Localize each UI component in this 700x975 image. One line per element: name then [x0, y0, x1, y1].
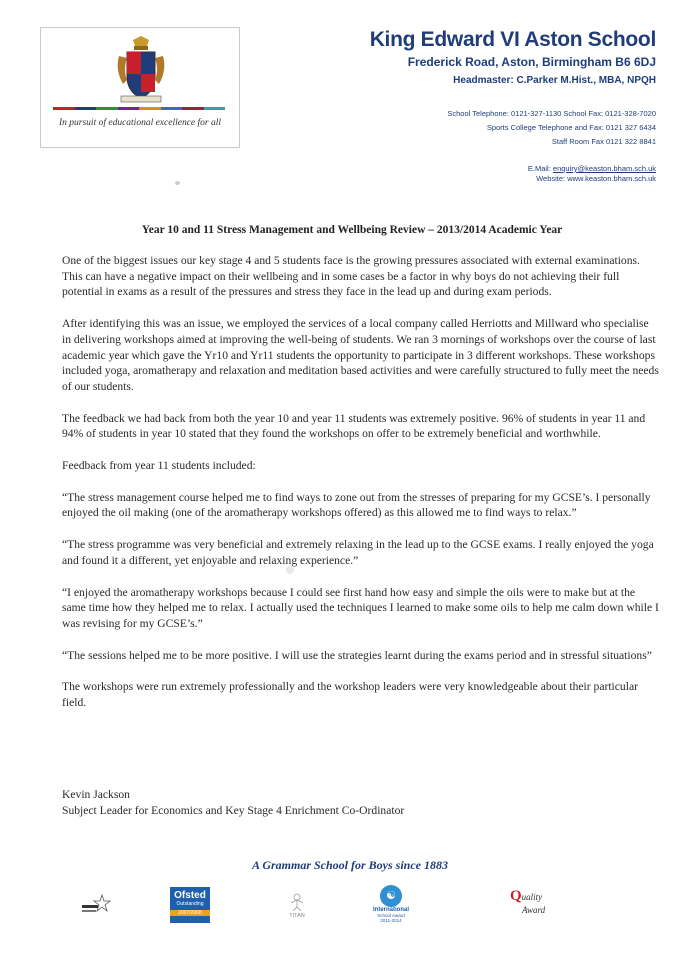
international-school-award-logo	[368, 885, 414, 929]
quote-paragraph: “The sessions helped me to be more positive. I will use the strategies learnt during the exams period and in stressful situations”	[62, 648, 652, 662]
website-line[interactable]: Website: www.keaston.bham.sch.uk	[536, 174, 656, 183]
footer-tagline: A Grammar School for Boys since 1883	[251, 858, 449, 872]
quality-line1: uality	[521, 892, 543, 902]
paragraph: The workshops were run extremely professionally and the workshop leaders were very knowledgeable about their particular field.	[62, 680, 638, 710]
sports-college-telephone: Sports College Telephone and Fax: 0121 327 6434	[486, 123, 656, 132]
signatory-role: Subject Leader for Economics and Key Stage 4 Enrichment Co-Ordinator	[62, 803, 405, 817]
document-title: Year 10 and 11 Stress Management and Wellbeing Review – 2013/2014 Academic Year	[141, 224, 563, 236]
colour-stripes	[53, 107, 225, 110]
staff-room-fax: Staff Room Fax 0121 322 8841	[551, 137, 656, 146]
school-motto: In pursuit of educational excellence for all	[59, 118, 221, 128]
school-telephone: School Telephone: 0121-327-1130 School Fax: 0121-328-7020	[447, 109, 656, 118]
document-body	[62, 253, 660, 727]
email-link[interactable]: enquiry@keaston.bham.sch.uk	[552, 164, 656, 173]
signatory-name: Kevin Jackson	[62, 788, 130, 801]
school-address: Frederick Road, Aston, Birmingham B6 6DJ	[407, 55, 656, 69]
school-name: King Edward VI Aston School	[369, 28, 656, 51]
quality-q-mark-icon: Q	[510, 888, 522, 904]
paragraph: Feedback from year 11 students included:	[62, 459, 256, 473]
paragraph: The feedback we had back from both the year 10 and year 11 students was extremely positive. 96% of students in year 11 and 94% of students in year 10 stated that they found the workshops on offer to be extremely beneficial and worthwhile.	[62, 411, 646, 441]
intl-line2: School Award	[377, 913, 405, 918]
intl-line1: International	[372, 907, 409, 913]
headmaster-line: Headmaster: C.Parker M.Hist., MBA, NPQH	[453, 75, 656, 86]
globe-people-icon: ☯	[380, 885, 402, 907]
quality-award-logo	[510, 888, 554, 920]
ofsted-logo	[170, 887, 210, 923]
titan-label: TITAN	[289, 913, 305, 919]
quality-line2: Award	[522, 905, 546, 915]
coat-of-arms-icon	[115, 36, 167, 104]
ofsted-title: Ofsted	[174, 890, 206, 901]
paragraph: One of the biggest issues our key stage 4 and 5 students face is the growing pressures associated with external examinations. This can have a negative impact on their wellbeing and in some cases be a factor in why boys do not achieving their full potential in exams as a result of the pressures and stress they face in the lead up and during exam periods.	[62, 254, 640, 299]
email-line	[528, 164, 656, 173]
figure-icon	[287, 893, 307, 911]
quote-paragraph: “The stress programme was very beneficial and extremely relaxing in the lead up to the GCSE exams. I really enjoyed the yoga and found it a different, yet enjoyable and relaxing experience.”	[62, 538, 654, 567]
star-swoosh-icon	[80, 893, 116, 917]
intl-years: 2011-2014	[380, 918, 402, 923]
email-label: E.Mail:	[527, 164, 553, 173]
signature-block	[62, 787, 404, 818]
ofsted-years: 2007/2008	[170, 910, 210, 916]
challenge-award-logo	[80, 893, 116, 917]
scan-speck	[175, 181, 180, 185]
paragraph: After identifying this was an issue, we employed the services of a local company called Herriotts and Millward who specialise in delivering workshops aimed at improving the well-being of students. We ran 3 mornings of workshops over the course of last academic year which gave the Yr10 and Yr11 students the opportunity to participate in 3 different workshops. These workshops included yoga, aromatherapy and relaxation and meditation based activities and were carefully structured to fully meet the needs of our students.	[62, 317, 659, 393]
ofsted-subtitle: Outstanding	[176, 901, 204, 907]
titan-logo	[280, 893, 314, 921]
quote-paragraph: “I enjoyed the aromatherapy workshops because I could see first hand how easy and simple the oils were to make but at the same time how they helped me to relax. I actually used the techniques I learned to make some oils to help me calm down while I was revising for my GCSE’s.”	[62, 585, 659, 630]
quote-paragraph: “The stress management course helped me to find ways to zone out from the stresses of preparing for my GCSE’s. I personally enjoyed the oil making (one of the aromatherapy workshops offered) as this allowed me to find ways to relax.”	[62, 490, 651, 520]
school-crest-box	[40, 27, 240, 148]
